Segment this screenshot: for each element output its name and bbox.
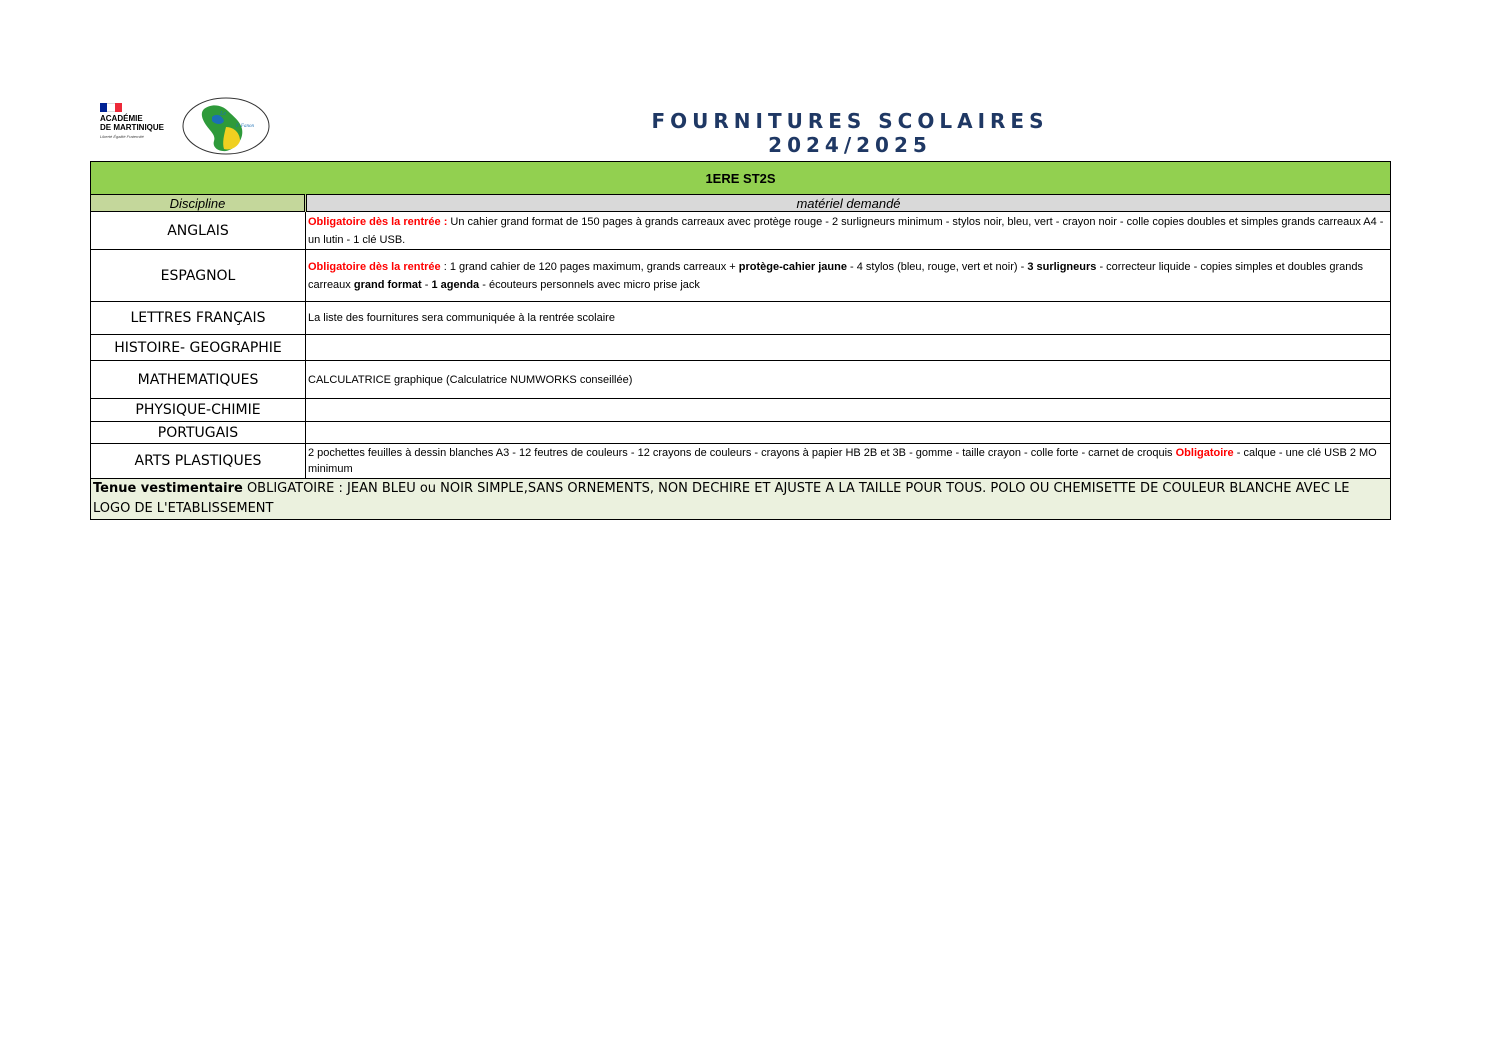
table-row-espagnol	[91, 250, 1391, 302]
materiel-text: - écouteurs personnels avec micro prise jack	[479, 278, 700, 291]
required-label: Obligatoire dès la rentrée :	[308, 215, 448, 228]
materiel-bold-text: 1 agenda	[431, 278, 480, 291]
table-row-portugais	[91, 422, 1391, 444]
dress-code-cell	[91, 479, 1391, 520]
materiel-bold-text: grand format	[353, 278, 422, 291]
french-flag-icon	[100, 103, 122, 112]
table-row-mathematiques	[91, 361, 1391, 399]
academy-motto: Liberté Égalité Fraternité	[100, 134, 144, 139]
table-row-arts-plastiques	[91, 444, 1391, 479]
class-band-row	[91, 162, 1391, 195]
materiel-cell: CALCULATRICE graphique (Calculatrice NUMWORKS conseillée)	[306, 361, 1391, 399]
materiel-text: -	[421, 278, 432, 291]
materiel-cell	[306, 399, 1391, 422]
page-title: FOURNITURES SCOLAIRES 2024/2025	[651, 109, 1049, 157]
academy-logo	[100, 103, 180, 153]
materiel-cell: La liste des fournitures sera communiquée à la rentrée scolaire	[306, 302, 1391, 335]
academy-name-line1: ACADÉMIE	[100, 114, 143, 123]
academy-name-line2: DE MARTINIQUE	[100, 123, 164, 132]
table-row-histoire-geographie	[91, 335, 1391, 361]
materiel-text: 2 pochettes feuilles à dessin blanches A3 - 12 feutres de couleurs - 12 crayons de couleurs - crayons à papier HB 2B et 3B - gomme - taille crayon - colle forte - carnet de croquis	[308, 447, 1176, 459]
column-header-discipline: Discipline	[91, 195, 306, 212]
dress-code-row	[91, 479, 1391, 520]
school-logo-text-2: F. Fanon	[236, 124, 254, 129]
dress-code-text: OBLIGATOIRE : JEAN BLEU ou NOIR SIMPLE,SANS ORNEMENTS, NON DECHIRE ET AJUSTE A LA TAILLE POUR TOUS. POLO OU CHEMISETTE DE COULEUR BLANCHE AVEC LE LOGO DE L'ETABLISSEMENT	[93, 481, 1350, 516]
table-row-anglais	[91, 212, 1391, 250]
materiel-text: - correcteur liquide - copies simples et doubles grands carreaux	[308, 260, 1363, 291]
materiel-cell	[306, 422, 1391, 444]
materiel-text: - 4 stylos (bleu, rouge, vert et noir) -	[846, 260, 1028, 273]
discipline-cell: PHYSIQUE-CHIMIE	[91, 399, 306, 422]
column-header-row	[91, 195, 1391, 212]
required-label: Obligatoire	[1175, 447, 1234, 459]
discipline-cell: MATHEMATIQUES	[91, 361, 306, 399]
table-row-physique-chimie	[91, 399, 1391, 422]
materiel-cell	[306, 444, 1391, 479]
discipline-cell: PORTUGAIS	[91, 422, 306, 444]
materiel-bold-text: 3 surligneurs	[1027, 260, 1097, 273]
school-logo	[182, 97, 270, 155]
materiel-text: Un cahier grand format de 150 pages à grands carreaux avec protège rouge - 2 surligneurs minimum - stylos noir, bleu, vert - crayon noir - colle copies doubles et simples grands carreaux A4 - un lutin - 1 clé USB.	[308, 215, 1384, 246]
supplies-table	[90, 161, 1391, 520]
column-header-materiel: matériel demandé	[306, 195, 1391, 212]
discipline-cell: ANGLAIS	[91, 212, 306, 250]
page-header	[90, 95, 1390, 159]
required-label: Obligatoire dès la rentrée	[308, 260, 441, 273]
materiel-cell	[306, 335, 1391, 361]
school-logo-text-1: Le	[220, 111, 226, 117]
class-label: 1ERE ST2S	[91, 162, 1391, 195]
materiel-text: : 1 grand cahier de 120 pages maximum, grands carreaux +	[440, 260, 739, 273]
dress-code-lead: Tenue vestimentaire	[93, 481, 243, 496]
table-row-lettres-francais	[91, 302, 1391, 335]
discipline-cell: ESPAGNOL	[91, 250, 306, 302]
materiel-bold-text: protège-cahier jaune	[738, 260, 847, 273]
materiel-text: - calque - une clé USB 2 MO minimum	[308, 447, 1377, 475]
discipline-cell: ARTS PLASTIQUES	[91, 444, 306, 479]
materiel-cell	[306, 212, 1391, 250]
materiel-cell	[306, 250, 1391, 302]
discipline-cell: HISTOIRE- GEOGRAPHIE	[91, 335, 306, 361]
discipline-cell: LETTRES FRANÇAIS	[91, 302, 306, 335]
